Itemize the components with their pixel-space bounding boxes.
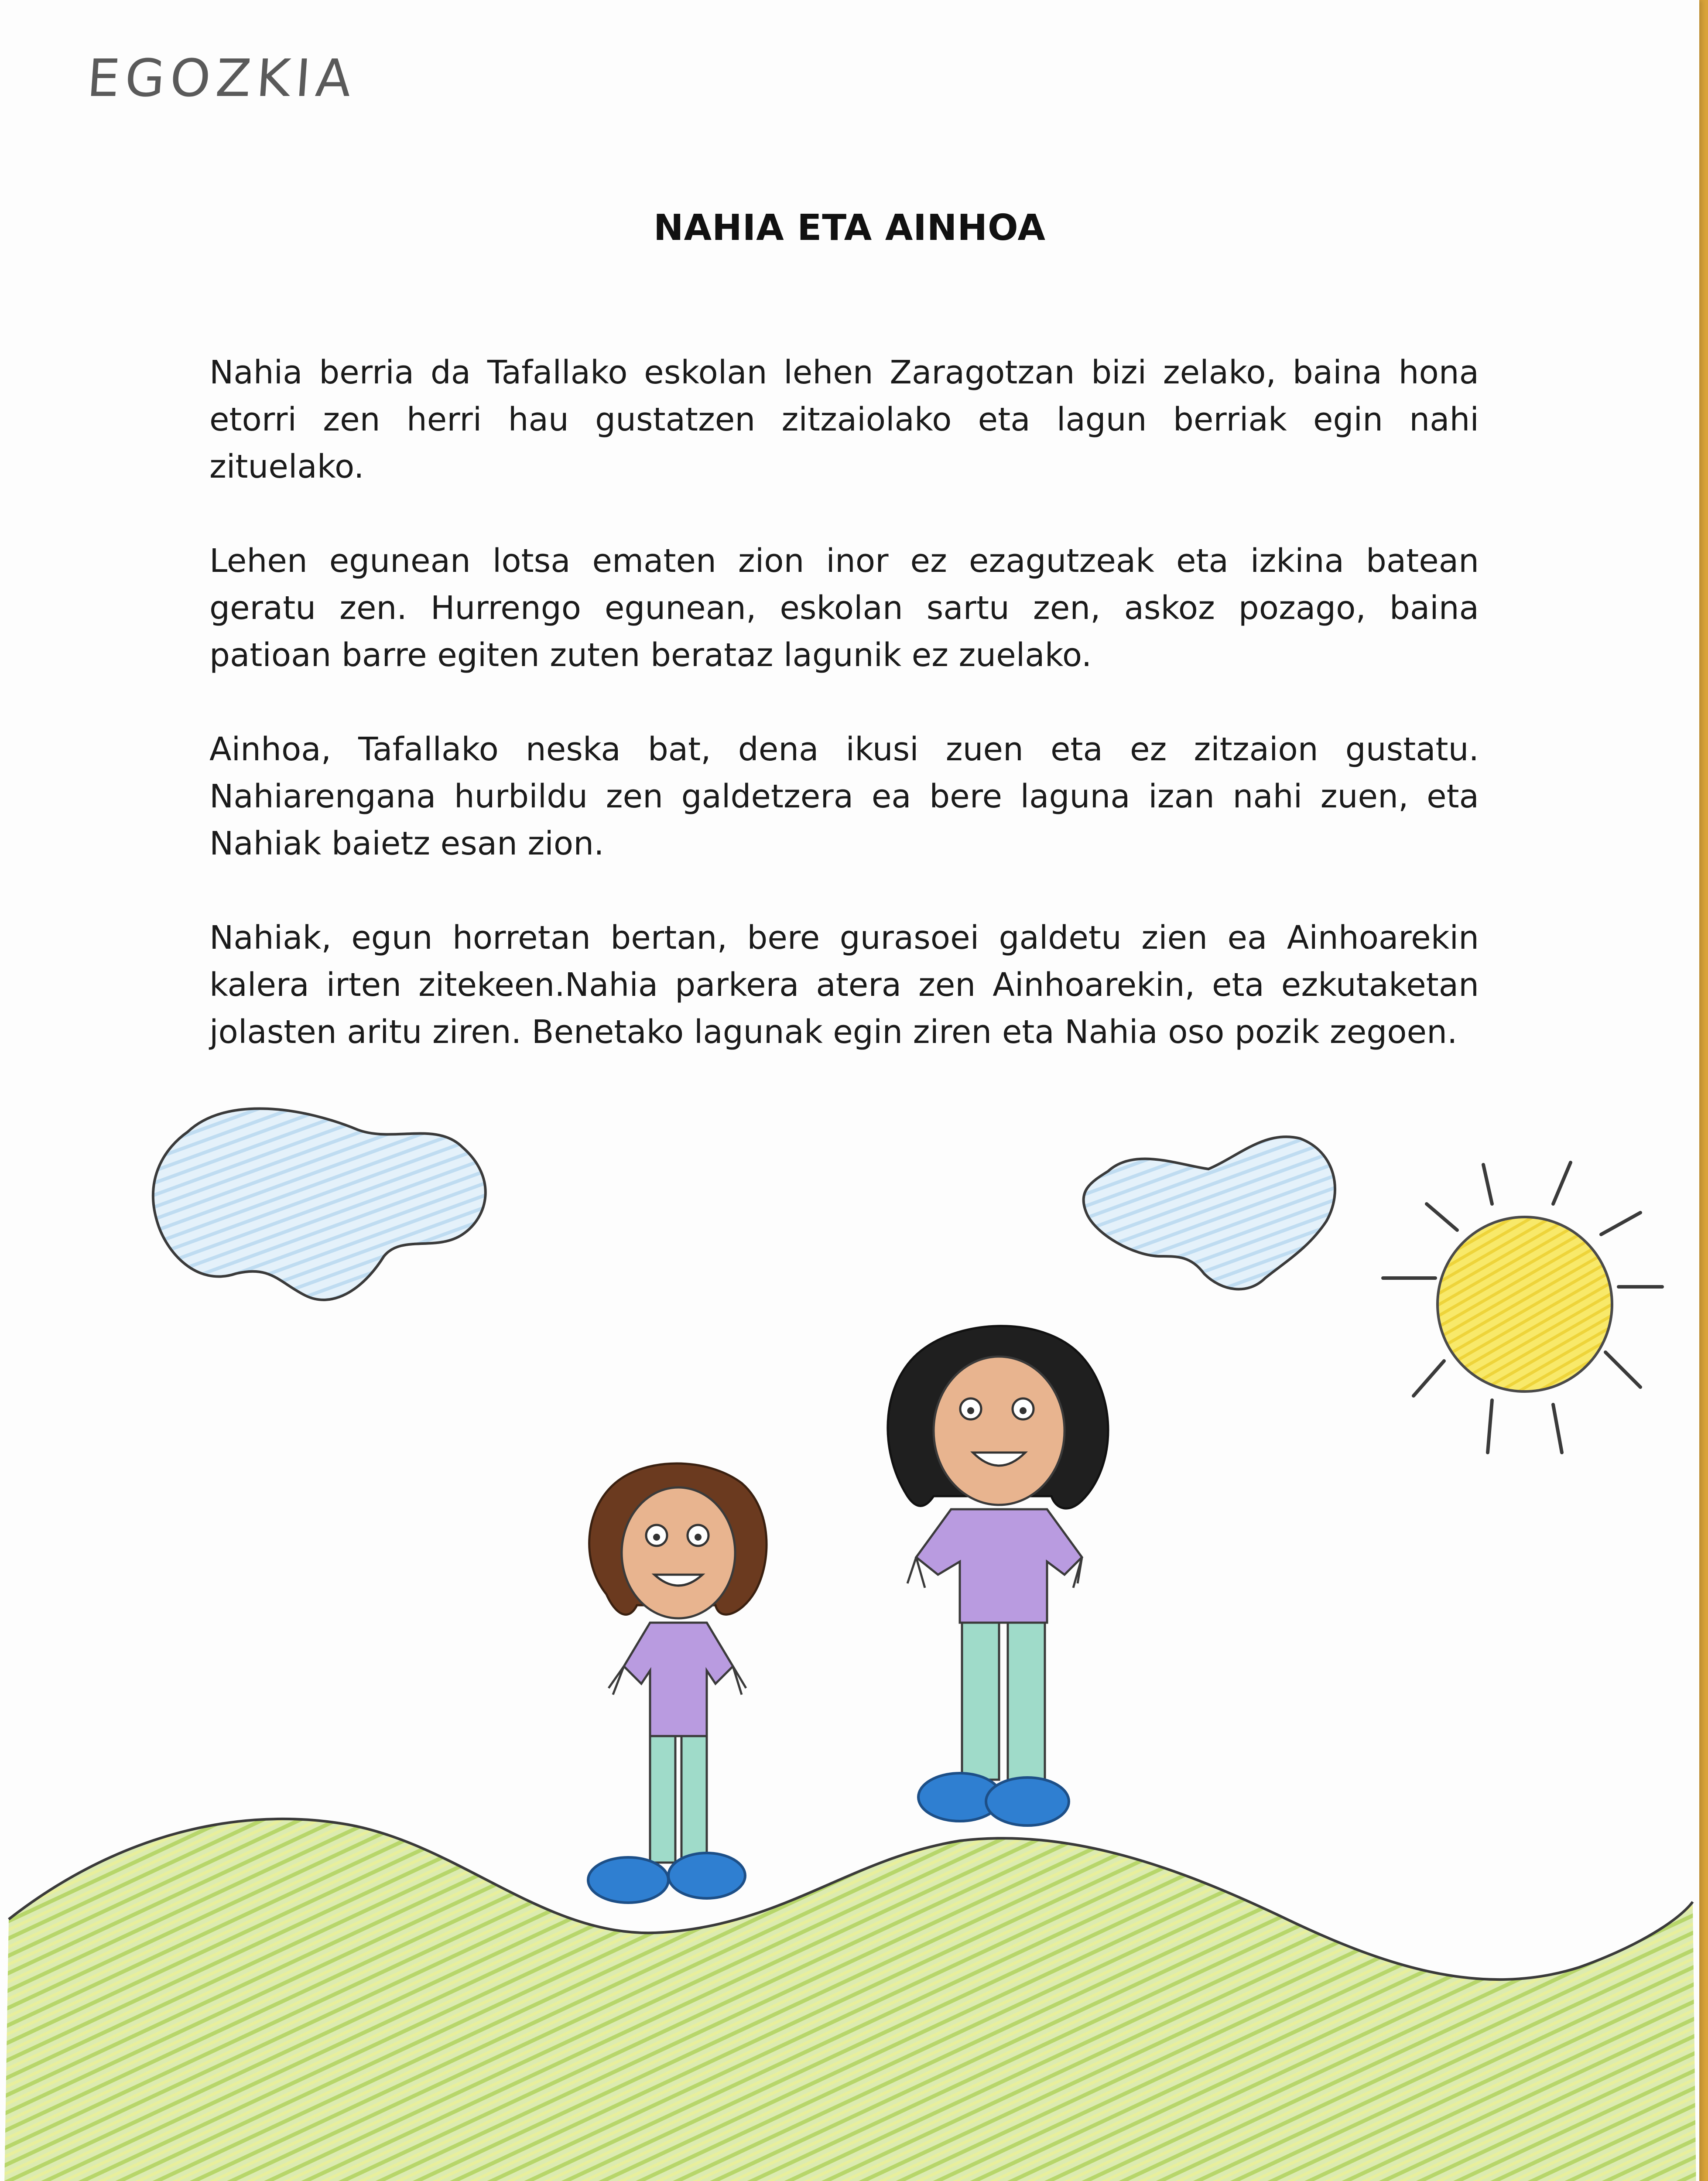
- child-drawing: [0, 1090, 1699, 2181]
- cloud-icon: [153, 1108, 486, 1300]
- paragraph: Nahia berria da Tafallako eskolan lehen Zaragotzan bizi zelako, baina hona etorri zen herri hau gustatzen zitzaiolako eta lagun berriak egin nahi zituelako.: [209, 354, 1479, 485]
- sun-icon: [1383, 1162, 1662, 1453]
- paragraph: Ainhoa, Tafallako neska bat, dena ikusi zuen eta ez zitzaion gustatu. Nahiarengana hurbildu zen galdetzera ea bere laguna izan nahi zuen, eta Nahiak baietz esan zion.: [209, 731, 1479, 862]
- story-title: NAHIA ETA AINHOA: [653, 207, 1046, 249]
- girl-tall-icon: [888, 1326, 1108, 1825]
- paragraph: Nahiak, egun horretan bertan, bere gurasoei galdetu zien ea Ainhoarekin kalera irten zitekeen.Nahia parkera atera zen Ainhoarekin, eta ezkutaketan jolasten aritu ziren. Benetako lagunak egin ziren eta Nahia oso pozik zegoen.: [209, 919, 1479, 1051]
- student-name-handwritten: EGOZKIA: [85, 48, 359, 108]
- hill-icon: [0, 1819, 1699, 2181]
- cloud-icon: [1084, 1137, 1335, 1289]
- girl-small-icon: [588, 1463, 767, 1903]
- story-text: [209, 349, 1479, 1103]
- paragraph: Lehen egunean lotsa ematen zion inor ez ezagutzeak eta izkina batean geratu zen. Hurrengo egunean, eskolan sartu zen, askoz pozago, baina patioan barre egiten zuten berataz lagunik ez zuelako.: [209, 542, 1479, 674]
